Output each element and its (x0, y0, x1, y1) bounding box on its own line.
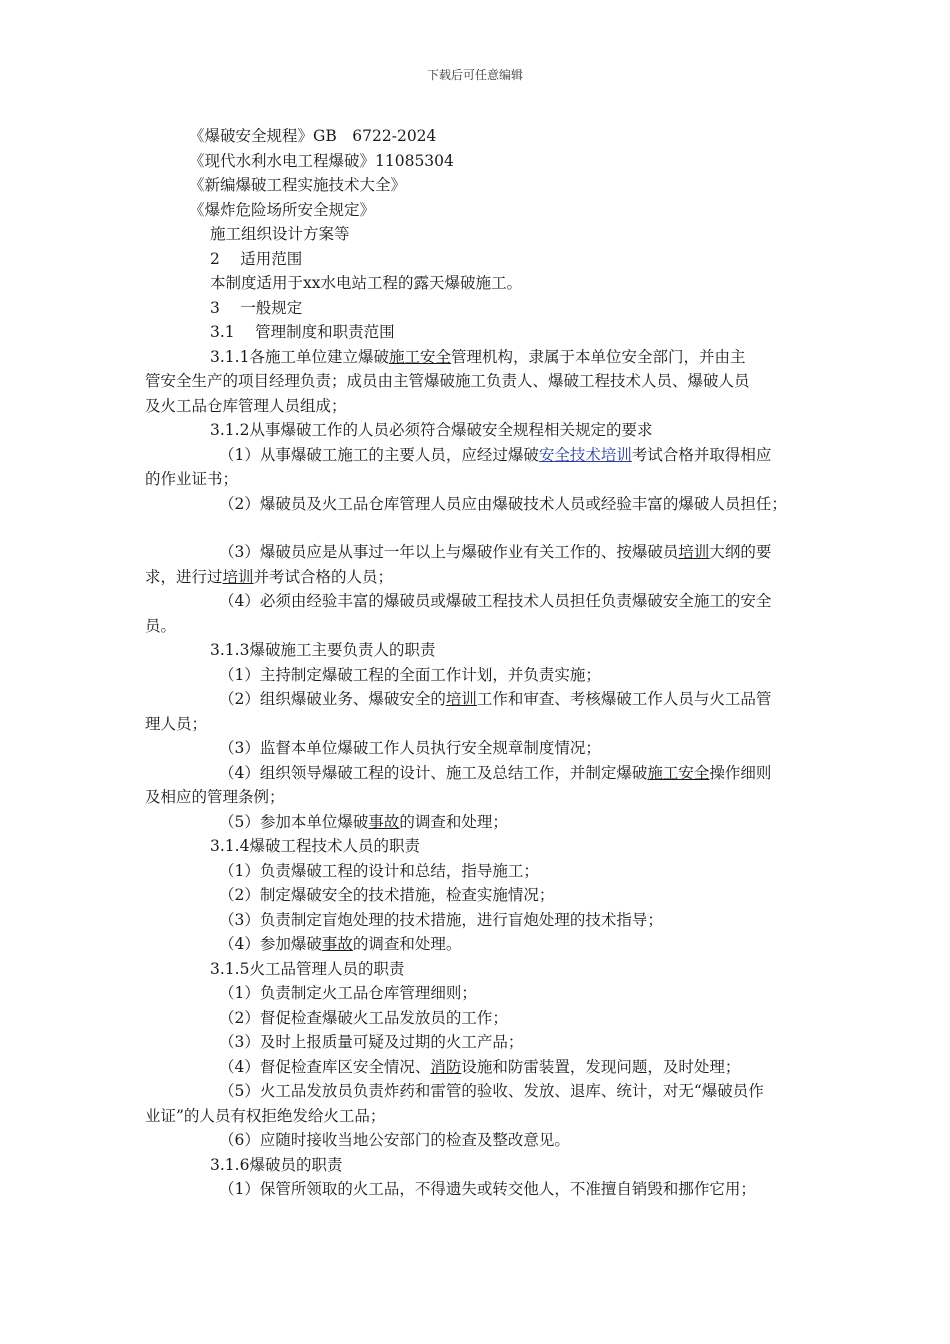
text-line (219, 1177, 950, 1202)
text-segment: 工作和审查、考核爆破工作人员与火工品管 (476, 690, 772, 708)
text-segment: （4）督促检查库区安全情况、 (219, 1057, 431, 1076)
text-line (219, 932, 950, 957)
text-line (219, 1079, 950, 1104)
text-line (145, 712, 950, 737)
text-line (219, 810, 950, 835)
text-segment: 大纲的要 (709, 543, 772, 561)
text-segment: 3.1.1各施工单位建立爆破 (210, 347, 389, 366)
text-line (219, 761, 950, 786)
text-line (145, 1104, 950, 1129)
hyperlink[interactable]: 培训 (445, 690, 477, 708)
text-line (189, 124, 950, 149)
text-segment: 操作细则 (709, 763, 772, 782)
text-segment: 及相应的管理条例； (145, 788, 285, 806)
text-segment: 3.1.2从事爆破工作的人员必须符合爆破安全规程相关规定的要求 (210, 421, 653, 439)
text-segment: 管安全生产的项目经理负责；成员由主管爆破施工负责人、爆破工程技术人员、爆破人员 (145, 372, 750, 390)
text-line (219, 1055, 950, 1080)
text-segment: 3.1.4爆破工程技术人员的职责 (210, 837, 420, 855)
text-line (145, 467, 950, 492)
text-segment: 及火工品仓库管理人员组成； (145, 396, 347, 415)
text-line (210, 222, 950, 247)
text-segment: （1）负责爆破工程的设计和总结，指导施工； (219, 861, 539, 880)
text-line (189, 173, 950, 198)
text-segment: （2）组织爆破业务、爆破安全的 (219, 690, 446, 708)
text-line (210, 638, 950, 663)
text-segment: （2）督促检查爆破火工品发放员的工作； (219, 1008, 508, 1027)
text-segment: 设施和防雷装置，发现问题，及时处理； (461, 1057, 741, 1076)
text-segment: 《新编爆破工程实施技术大全》 (189, 176, 407, 194)
document-body (0, 124, 950, 1202)
hyperlink[interactable]: 培训 (678, 543, 710, 561)
text-segment: 员。 (145, 616, 177, 635)
text-segment: 3.1.5火工品管理人员的职责 (210, 959, 405, 978)
text-segment: 的作业证书； (145, 470, 239, 488)
text-line (219, 540, 950, 565)
text-segment: （1）保管所领取的火工品，不得遗失或转交他人，不准擅自销毁和挪作它用； (219, 1180, 756, 1198)
hyperlink[interactable]: 消防 (430, 1057, 462, 1076)
text-segment: （3）爆破员应是从事过一年以上与爆破作业有关工作的、按爆破员 (219, 543, 679, 561)
text-segment: 《爆破安全规程》GB 6722-2024 (189, 127, 437, 145)
text-segment: （5）火工品发放员负责炸药和雷管的验收、发放、退库、统计，对无“爆破员作 (219, 1082, 764, 1100)
page-header: 下载后可任意编辑 (426, 68, 523, 82)
text-line (145, 394, 950, 419)
text-segment: 的调查和处理。 (352, 935, 462, 953)
text-segment: （5）参加本单位爆破 (219, 812, 369, 831)
text-line (219, 589, 950, 614)
text-segment: （4）参加爆破 (219, 935, 322, 953)
text-line (145, 369, 950, 394)
text-line (210, 1153, 950, 1178)
text-line (189, 198, 950, 223)
text-line (219, 981, 950, 1006)
text-segment: 《爆炸危险场所安全规定》 (189, 200, 376, 219)
text-line (210, 247, 950, 272)
text-line (219, 883, 950, 908)
text-line (219, 687, 950, 712)
text-line (210, 296, 950, 321)
text-line (145, 614, 950, 639)
text-segment: （1）主持制定爆破工程的全面工作计划，并负责实施； (219, 665, 601, 684)
text-segment: （2）制定爆破安全的技术措施，检查实施情况； (219, 886, 555, 904)
text-line (210, 418, 950, 443)
text-segment: 3 一般规定 (210, 298, 303, 317)
text-segment: 2 适用范围 (210, 249, 303, 268)
text-segment: （1）负责制定火工品仓库管理细则； (219, 984, 477, 1002)
text-line (210, 834, 950, 859)
hyperlink[interactable]: 安全技术培训 (538, 445, 632, 464)
hyperlink[interactable]: 施工安全 (388, 347, 451, 366)
text-segment: 并考试合格的人员； (253, 567, 394, 586)
text-segment: （3）负责制定盲炮处理的技术措施，进行盲炮处理的技术指导； (219, 910, 663, 929)
hyperlink[interactable]: 培训 (222, 567, 254, 586)
text-line (145, 565, 950, 590)
text-segment: （3）及时上报质量可疑及过期的火工产品； (219, 1033, 524, 1051)
text-segment: （6）应随时接收当地公安部门的检查及整改意见。 (219, 1131, 570, 1149)
text-segment: 管理机构，隶属于本单位安全部门，并由主 (450, 347, 746, 366)
hyperlink[interactable]: 施工安全 (647, 763, 710, 782)
text-line (145, 785, 950, 810)
text-segment: 的调查和处理； (399, 812, 508, 831)
text-line (219, 1006, 950, 1031)
text-line (210, 320, 950, 345)
text-segment: 《现代水利水电工程爆破》11085304 (189, 151, 454, 170)
hyperlink[interactable]: 事故 (368, 812, 400, 831)
text-line (219, 736, 950, 761)
text-line (219, 908, 950, 933)
text-segment: 3.1.6爆破员的职责 (210, 1155, 343, 1174)
text-line (219, 859, 950, 884)
text-segment: （2）爆破员及火工品仓库管理人员应由爆破技术人员或经验丰富的爆破人员担任； (219, 494, 787, 513)
text-line (219, 443, 950, 468)
text-line (219, 492, 950, 517)
text-segment: 3.1 管理制度和职责范围 (210, 323, 395, 341)
text-segment: （4）必须由经验丰富的爆破员或爆破工程技术人员担任负责爆破安全施工的安全 (219, 592, 772, 610)
text-line (189, 149, 950, 174)
text-segment: 理人员； (145, 714, 208, 733)
text-line (210, 345, 950, 370)
text-segment: （1）从事爆破工施工的主要人员，应经过爆破 (219, 445, 539, 464)
text-segment: 考试合格并取得相应 (631, 445, 772, 464)
hyperlink[interactable]: 事故 (321, 935, 353, 953)
text-line (210, 957, 950, 982)
text-line (219, 663, 950, 688)
text-segment: 本制度适用于xx水电站工程的露天爆破施工。 (210, 274, 522, 292)
text-line (210, 271, 950, 296)
text-segment: 求，进行过 (145, 567, 223, 586)
text-segment: 施工组织设计方案等 (210, 225, 350, 243)
text-segment: 业证”的人员有权拒绝发给火工品； (145, 1106, 386, 1125)
text-segment: （3）监督本单位爆破工作人员执行安全规章制度情况； (219, 739, 601, 757)
text-line (219, 1030, 950, 1055)
text-segment: 3.1.3爆破施工主要负责人的职责 (210, 641, 436, 659)
text-line (219, 1128, 950, 1153)
text-segment: （4）组织领导爆破工程的设计、施工及总结工作，并制定爆破 (219, 763, 648, 782)
